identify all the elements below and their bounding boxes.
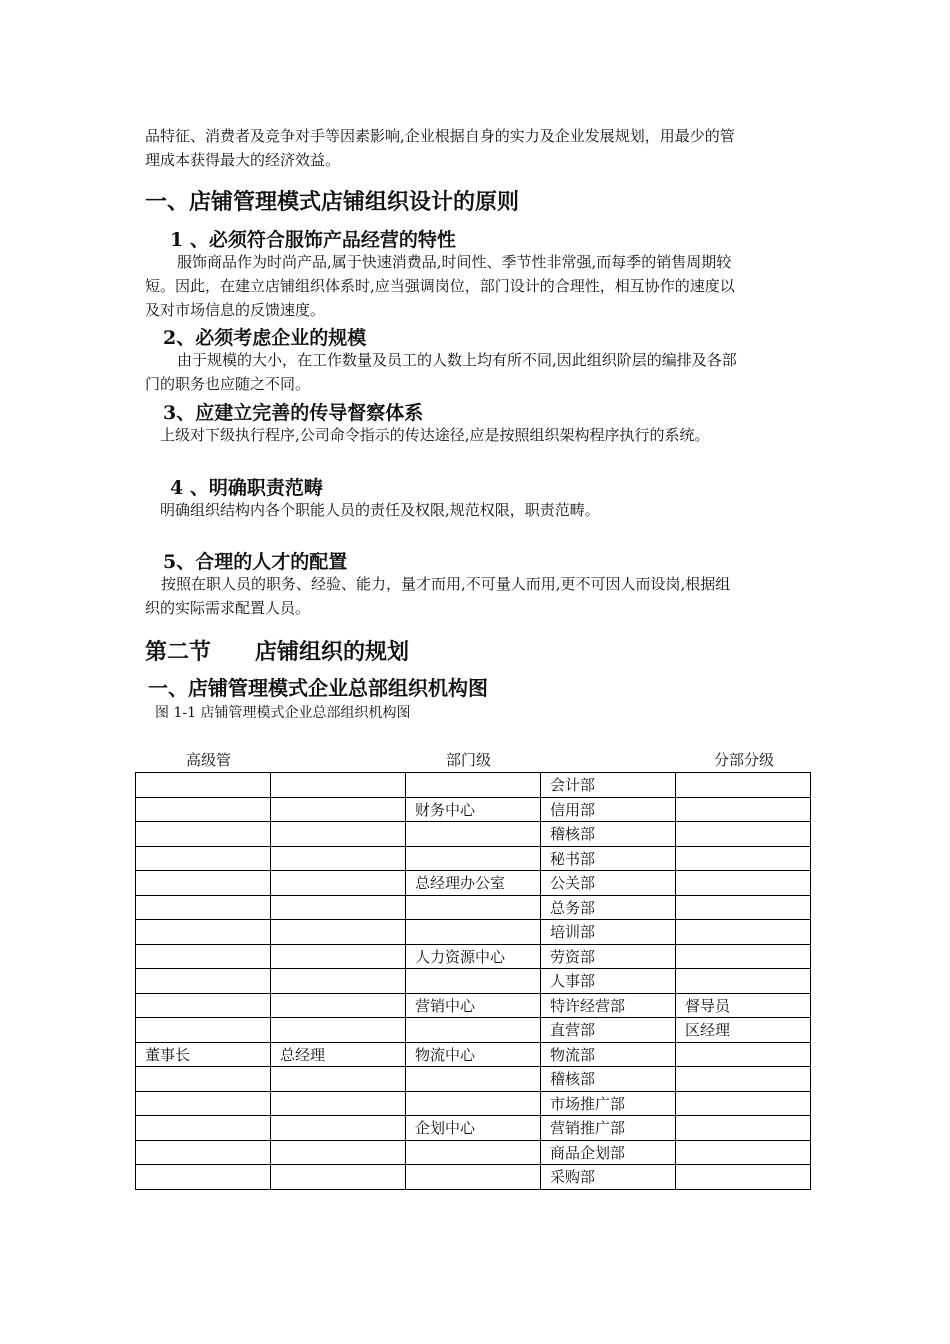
table-cell: 特许经营部: [541, 993, 676, 1018]
table-cell: 企划中心: [406, 1116, 541, 1141]
table-cell: 培训部: [541, 920, 676, 945]
table-cell: [271, 1165, 406, 1190]
table-cell: [271, 822, 406, 847]
table-cell: [676, 871, 811, 896]
table-cell: [136, 1116, 271, 1141]
intro-line: 品特征、消费者及竞争对手等因素影响,企业根据自身的实力及企业发展规划，用最少的管: [145, 127, 735, 145]
table-cell: [271, 1116, 406, 1141]
table-cell: 财务中心: [406, 797, 541, 822]
table-cell: 物流部: [541, 1042, 676, 1067]
table-cell: [406, 1140, 541, 1165]
column-header-senior: 高级管: [186, 751, 232, 769]
table-cell: [271, 993, 406, 1018]
table-cell: [271, 1140, 406, 1165]
table-row: [136, 1165, 811, 1190]
table-cell: 会计部: [541, 773, 676, 798]
table-row: [136, 969, 811, 994]
figure-caption: 图 1-1 店铺管理模式企业总部组织机构图: [155, 705, 411, 721]
body-line: 织的实际需求配置人员。: [145, 599, 311, 617]
table-cell: [271, 871, 406, 896]
table-cell: [271, 969, 406, 994]
table-cell: [136, 1165, 271, 1190]
table-cell: [136, 969, 271, 994]
principle-heading: 5、合理的人才的配置: [163, 551, 348, 573]
table-cell: [271, 773, 406, 798]
body-line: 由于规模的大小，在工作数量及员工的人数上均有所不同,因此组织阶层的编排及各部: [177, 351, 737, 369]
table-cell: [676, 1067, 811, 1092]
table-cell: [676, 773, 811, 798]
table-row: [136, 1091, 811, 1116]
table-row: [136, 773, 811, 798]
table-cell: [676, 822, 811, 847]
table-cell: 稽核部: [541, 822, 676, 847]
table-cell: 商品企划部: [541, 1140, 676, 1165]
table-cell: 总经理办公室: [406, 871, 541, 896]
body-line: 短。因此，在建立店铺组织体系时,应当强调岗位，部门设计的合理性，相互协作的速度以: [145, 277, 735, 295]
table-cell: [676, 1165, 811, 1190]
table-cell: [136, 1018, 271, 1043]
body-line: 上级对下级执行程序,公司命令指示的传达途径,应是按照组织架构程序执行的系统。: [160, 426, 710, 444]
table-cell: 董事长: [136, 1042, 271, 1067]
table-row: [136, 1140, 811, 1165]
intro-line: 理成本获得最大的经济效益。: [145, 151, 341, 169]
principle-body: [145, 348, 810, 396]
body-line: 及对市场信息的反馈速度。: [145, 301, 326, 319]
table-row: [136, 895, 811, 920]
table-row: [136, 944, 811, 969]
principle-body: [145, 572, 810, 620]
table-cell: 直营部: [541, 1018, 676, 1043]
table-cell: [676, 846, 811, 871]
principle-heading: 1 、必须符合服饰产品经营的特性: [170, 229, 456, 251]
table-cell: [136, 773, 271, 798]
table-cell: 信用部: [541, 797, 676, 822]
table-cell: [406, 822, 541, 847]
table-cell: [136, 1140, 271, 1165]
table-cell: [271, 895, 406, 920]
table-cell: [676, 944, 811, 969]
principle-heading: 2、必须考虑企业的规模: [163, 327, 367, 349]
table-cell: [271, 1067, 406, 1092]
table-cell: [271, 797, 406, 822]
table-cell: [271, 1091, 406, 1116]
table-cell: 人力资源中心: [406, 944, 541, 969]
table-cell: [406, 1067, 541, 1092]
table-row: [136, 846, 811, 871]
table-row: [136, 993, 811, 1018]
org-chart-table: [135, 772, 811, 1190]
table-cell: [136, 920, 271, 945]
table-cell: [406, 920, 541, 945]
table-cell: [676, 895, 811, 920]
table-row: [136, 797, 811, 822]
table-cell: [406, 1091, 541, 1116]
table-row: [136, 1042, 811, 1067]
table-cell: 总务部: [541, 895, 676, 920]
table-cell: [271, 944, 406, 969]
section-heading: 一、店铺管理模式店铺组织设计的原则: [145, 190, 520, 215]
table-cell: [136, 822, 271, 847]
column-header-branch: 分部分级: [714, 751, 775, 769]
principle-heading: 3、应建立完善的传导督察体系: [163, 402, 424, 424]
table-row: [136, 1116, 811, 1141]
table-cell: 劳资部: [541, 944, 676, 969]
table-cell: 督导员: [676, 993, 811, 1018]
table-cell: [136, 1091, 271, 1116]
principle-body: [145, 250, 810, 322]
body-line: 明确组织结构内各个职能人员的责任及权限,规范权限，职责范畴。: [160, 501, 600, 519]
table-cell: [406, 773, 541, 798]
table-cell: [676, 1140, 811, 1165]
table-cell: [676, 797, 811, 822]
table-row: [136, 822, 811, 847]
table-cell: [136, 993, 271, 1018]
principle-heading: 4 、明确职责范畴: [170, 477, 323, 499]
table-cell: [271, 920, 406, 945]
table-cell: [136, 871, 271, 896]
subsection-heading: 一、店铺管理模式企业总部组织机构图: [148, 676, 488, 700]
table-cell: [406, 846, 541, 871]
table-row: [136, 1018, 811, 1043]
principle-body: [160, 498, 825, 522]
table-cell: [271, 846, 406, 871]
table-cell: 人事部: [541, 969, 676, 994]
body-line: 按照在职人员的职务、经验、能力，量才而用,不可量人而用,更不可因人而设岗,根据组: [161, 575, 731, 593]
table-cell: 营销推广部: [541, 1116, 676, 1141]
table-row: [136, 871, 811, 896]
table-row: [136, 1067, 811, 1092]
table-cell: [676, 1116, 811, 1141]
table-cell: [676, 969, 811, 994]
table-cell: [271, 1018, 406, 1043]
table-cell: 采购部: [541, 1165, 676, 1190]
table-cell: [406, 969, 541, 994]
table-cell: [136, 944, 271, 969]
table-cell: [406, 1165, 541, 1190]
table-cell: [406, 1018, 541, 1043]
table-cell: 总经理: [271, 1042, 406, 1067]
table-cell: [676, 920, 811, 945]
table-cell: 公关部: [541, 871, 676, 896]
intro-paragraph: [145, 124, 810, 172]
table-cell: [136, 1067, 271, 1092]
principle-body: [160, 423, 825, 447]
chapter-heading: 第二节 店铺组织的规划: [145, 640, 410, 665]
table-cell: [136, 846, 271, 871]
column-header-department: 部门级: [446, 751, 492, 769]
table-row: [136, 920, 811, 945]
table-cell: [676, 1091, 811, 1116]
table-cell: [136, 895, 271, 920]
table-cell: 营销中心: [406, 993, 541, 1018]
table-cell: 市场推广部: [541, 1091, 676, 1116]
table-cell: 秘书部: [541, 846, 676, 871]
table-cell: 区经理: [676, 1018, 811, 1043]
table-cell: [676, 1042, 811, 1067]
body-line: 服饰商品作为时尚产品,属于快速消费品,时间性、季节性非常强,而每季的销售周期较: [177, 253, 732, 271]
body-line: 门的职务也应随之不同。: [145, 375, 311, 393]
table-cell: [406, 895, 541, 920]
table-cell: [136, 797, 271, 822]
table-cell: 稽核部: [541, 1067, 676, 1092]
table-cell: 物流中心: [406, 1042, 541, 1067]
